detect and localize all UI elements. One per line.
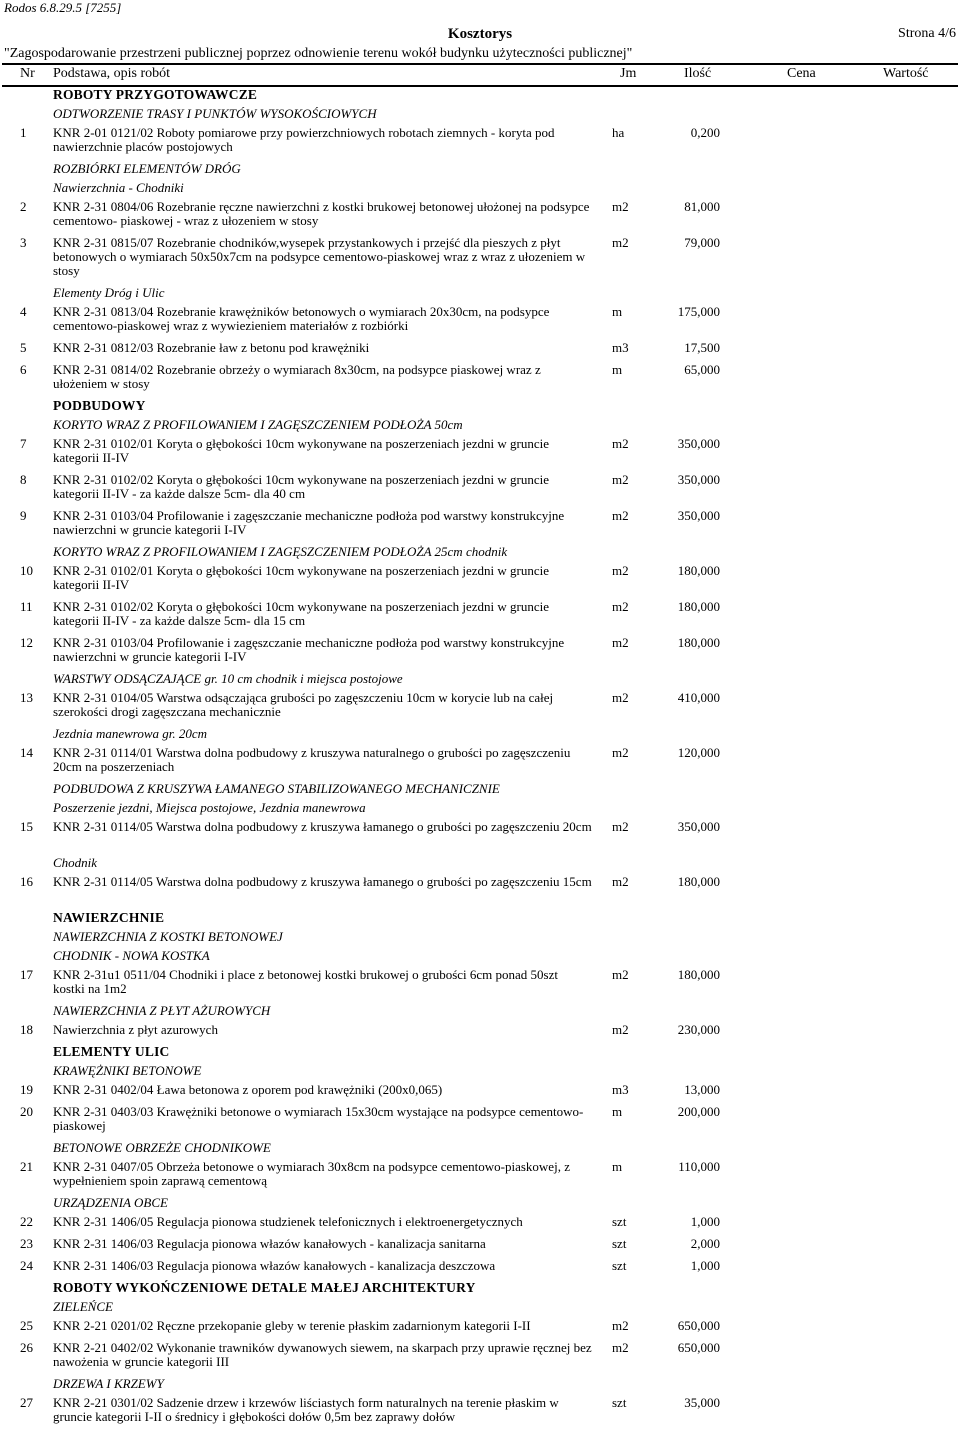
row-quantity: 17,500 xyxy=(684,340,720,355)
subsection-heading xyxy=(0,545,960,564)
row-description: KNR 2-31 0114/01 Warstwa dolna podbudowy z kruszywa naturalnego o grubości po zagęszczeniu 20cm na poszerzeniach xyxy=(53,745,571,774)
table-row xyxy=(0,1215,960,1237)
row-description: KNR 2-31 1406/03 Regulacja pionowa włazów kanałowych - kanalizacja deszczowa xyxy=(53,1258,496,1273)
row-quantity: 65,000 xyxy=(684,362,720,377)
row-number: 7 xyxy=(20,436,27,451)
row-quantity: 180,000 xyxy=(677,635,720,650)
row-number: 25 xyxy=(20,1318,33,1333)
row-quantity: 350,000 xyxy=(677,508,720,523)
table-row xyxy=(0,236,960,286)
row-number: 4 xyxy=(20,304,27,319)
row-number: 10 xyxy=(20,563,33,578)
row-number: 17 xyxy=(20,967,33,982)
row-quantity: 1,000 xyxy=(690,1258,720,1273)
subsection-title: KORYTO WRAZ Z PROFILOWANIEM I ZAGĘSZCZENIEM PODŁOŻA 25cm chodnik xyxy=(53,544,508,559)
row-number: 14 xyxy=(20,745,33,760)
section-heading xyxy=(0,911,960,930)
row-number: 11 xyxy=(20,599,33,614)
row-description: Nawierzchnia z płyt azurowych xyxy=(53,1022,218,1037)
subsection-heading xyxy=(0,782,960,801)
row-quantity: 180,000 xyxy=(677,967,720,982)
subsection-title: ZIELEŃCE xyxy=(53,1299,113,1314)
section-heading xyxy=(0,1281,960,1300)
row-unit: m2 xyxy=(612,1022,629,1037)
col-desc: Podstawa, opis robót xyxy=(53,66,171,81)
row-number: 12 xyxy=(20,635,33,650)
subsection-title: Jezdnia manewrowa gr. 20cm xyxy=(53,726,208,741)
row-quantity: 110,000 xyxy=(678,1159,720,1174)
row-description: KNR 2-31 0402/04 Ława betonowa z oporem pod krawężniki (200x0,065) xyxy=(53,1082,443,1097)
row-quantity: 81,000 xyxy=(684,199,720,214)
row-number: 23 xyxy=(20,1236,33,1251)
subsection-title: Elementy Dróg i Ulic xyxy=(53,285,165,300)
table-row xyxy=(0,1237,960,1259)
row-description: KNR 2-31 0407/05 Obrzeża betonowe o wymiarach 30x8cm na podsypce cementowo-piaskowej, z wypełnieniem spoin zaprawą cementową xyxy=(53,1159,570,1188)
row-quantity: 350,000 xyxy=(677,819,720,834)
project-title: "Zagospodarowanie przestrzeni publicznej poprzez odnowienie terenu wokół budynku użyteczności publicznej" xyxy=(4,46,633,61)
row-unit: m3 xyxy=(612,1082,629,1097)
row-quantity: 650,000 xyxy=(677,1318,720,1333)
row-unit: m xyxy=(612,362,623,377)
row-description: KNR 2-31 1406/03 Regulacja pionowa włazów kanałowych - kanalizacja sanitarna xyxy=(53,1236,486,1251)
row-quantity: 350,000 xyxy=(677,472,720,487)
table-row xyxy=(0,1160,960,1196)
row-unit: szt xyxy=(612,1258,627,1273)
row-number: 9 xyxy=(20,508,27,523)
row-description: KNR 2-31 0114/05 Warstwa dolna podbudowy z kruszywa łamanego o grubości po zagęszczeniu 20cm xyxy=(53,819,592,834)
subsection-heading xyxy=(0,162,960,181)
row-number: 5 xyxy=(20,340,27,355)
row-quantity: 180,000 xyxy=(677,874,720,889)
subsection-heading xyxy=(0,181,960,200)
table-row xyxy=(0,636,960,672)
row-description: KNR 2-21 0201/02 Ręczne przekopanie gleby w terenie płaskim zadarnionym kategorii I-II xyxy=(53,1318,531,1333)
subsection-heading xyxy=(0,727,960,746)
row-quantity: 13,000 xyxy=(684,1082,720,1097)
row-unit: m2 xyxy=(612,563,629,578)
subsection-title: CHODNIK - NOWA KOSTKA xyxy=(53,948,210,963)
table-row xyxy=(0,1083,960,1105)
row-quantity: 35,000 xyxy=(684,1395,720,1410)
col-ilosc: Ilość xyxy=(684,66,712,81)
row-description: KNR 2-31u1 0511/04 Chodniki i place z betonowej kostki brukowej o grubości 6cm ponad 50szt kostki na 1m2 xyxy=(53,967,559,996)
row-number: 3 xyxy=(20,235,27,250)
row-description: KNR 2-31 0815/07 Rozebranie chodników,wysepek przystankowych i przejść dla pieszych z płyt betonowych o wymiarach 50x50x7cm na podsypce cementowo-piaskowej wraz z wraz z ułozeniem w stosy xyxy=(53,235,586,278)
row-description: KNR 2-31 0114/05 Warstwa dolna podbudowy z kruszywa łamanego o grubości po zagęszczeniu 15cm xyxy=(53,874,592,889)
row-unit: m xyxy=(612,304,623,319)
row-unit: szt xyxy=(612,1395,627,1410)
row-description: KNR 2-31 0103/04 Profilowanie i zagęszczanie mechaniczne podłoża pod warstwy konstrukcyjne nawierzchni w gruncie kategorii I-IV xyxy=(53,508,565,537)
subsection-heading xyxy=(0,930,960,949)
app-version: Rodos 6.8.29.5 [7255] xyxy=(4,0,122,15)
table-row xyxy=(0,341,960,363)
table-row xyxy=(0,200,960,236)
subsection-heading xyxy=(0,1377,960,1396)
table-row xyxy=(0,305,960,341)
section-heading xyxy=(0,88,960,107)
subsection-title: Chodnik xyxy=(53,855,98,870)
row-quantity: 120,000 xyxy=(677,745,720,760)
table-row xyxy=(0,691,960,727)
row-unit: ha xyxy=(612,125,625,140)
subsection-heading xyxy=(0,1141,960,1160)
row-quantity: 230,000 xyxy=(677,1022,720,1037)
row-unit: m3 xyxy=(612,340,629,355)
row-unit: m2 xyxy=(612,967,629,982)
row-quantity: 79,000 xyxy=(684,235,720,250)
row-unit: szt xyxy=(612,1236,627,1251)
table-row xyxy=(0,363,960,399)
row-number: 16 xyxy=(20,874,33,889)
row-number: 18 xyxy=(20,1022,33,1037)
row-quantity: 410,000 xyxy=(677,690,720,705)
subsection-title: DRZEWA I KRZEWY xyxy=(53,1376,164,1391)
subsection-heading xyxy=(0,1196,960,1215)
table-row xyxy=(0,473,960,509)
subsection-title: KORYTO WRAZ Z PROFILOWANIEM I ZAGĘSZCZENIEM PODŁOŻA 50cm xyxy=(53,417,463,432)
table-row xyxy=(0,1396,960,1432)
row-quantity: 2,000 xyxy=(690,1236,720,1251)
table-row xyxy=(0,875,960,911)
table-row xyxy=(0,1105,960,1141)
subsection-heading xyxy=(0,1064,960,1083)
row-description: KNR 2-31 0804/06 Rozebranie ręczne nawierzchni z kostki brukowej betonowej ułożonej na podsypce cementowo- piaskowej - wraz z ułozeniem w stosy xyxy=(53,199,590,228)
subsection-title: Poszerzenie jezdni, Miejsca postojowe, Jezdnia manewrowa xyxy=(53,800,366,815)
section-title: ELEMENTY ULIC xyxy=(53,1044,170,1059)
subsection-title: WARSTWY ODSĄCZAJĄCE gr. 10 cm chodnik i miejsca postojowe xyxy=(53,671,403,686)
row-description: KNR 2-31 0814/02 Rozebranie obrzeży o wymiarach 8x30cm, na podsypce piaskowej wraz z ułożeniem w stosy xyxy=(53,362,541,391)
row-number: 21 xyxy=(20,1159,33,1174)
subsection-title: ODTWORZENIE TRASY I PUNKTÓW WYSOKOŚCIOWYCH xyxy=(53,106,377,121)
subsection-heading xyxy=(0,1300,960,1319)
row-unit: m2 xyxy=(612,235,629,250)
subsection-title: NAWIERZCHNIA Z PŁYT AŻUROWYCH xyxy=(53,1003,271,1018)
row-quantity: 1,000 xyxy=(690,1214,720,1229)
column-header xyxy=(0,66,960,84)
col-wartosc: Wartość xyxy=(883,66,929,81)
subsection-title: BETONOWE OBRZEŻE CHODNIKOWE xyxy=(53,1140,271,1155)
row-unit: m2 xyxy=(612,472,629,487)
row-description: KNR 2-01 0121/02 Roboty pomiarowe przy powierzchniowych robotach ziemnych - koryta pod nawierzchnie placów postojowych xyxy=(53,125,555,154)
row-number: 8 xyxy=(20,472,27,487)
table-row xyxy=(0,437,960,473)
row-quantity: 180,000 xyxy=(677,563,720,578)
row-number: 20 xyxy=(20,1104,33,1119)
row-number: 24 xyxy=(20,1258,33,1273)
row-unit: m xyxy=(612,1159,623,1174)
row-description: KNR 2-31 0102/02 Koryta o głębokości 10cm wykonywane na poszerzeniach jezdni w gruncie kategorii II-IV - za każde dalsze 5cm- dla 15 cm xyxy=(53,599,550,628)
row-number: 6 xyxy=(20,362,27,377)
cost-table xyxy=(0,88,960,1432)
row-description: KNR 2-21 0402/02 Wykonanie trawników dywanowych siewem, na skarpach przy uprawie ręcznej bez nawożenia w gruncie kategorii III xyxy=(53,1340,592,1369)
table-row xyxy=(0,564,960,600)
subsection-heading xyxy=(0,856,960,875)
row-description: KNR 2-31 0812/03 Rozebranie ław z betonu pod krawężniki xyxy=(53,340,370,355)
table-row xyxy=(0,1319,960,1341)
row-unit: m2 xyxy=(612,436,629,451)
row-number: 26 xyxy=(20,1340,33,1355)
row-description: KNR 2-31 0103/04 Profilowanie i zagęszczanie mechaniczne podłoża pod warstwy konstrukcyjne nawierzchni w gruncie kategorii I-IV xyxy=(53,635,565,664)
row-quantity: 180,000 xyxy=(677,599,720,614)
row-description: KNR 2-31 0403/03 Krawężniki betonowe o wymiarach 15x30cm wystające na podsypce cementowo-piaskowej xyxy=(53,1104,584,1133)
section-title: ROBOTY PRZYGOTOWAWCZE xyxy=(53,87,258,102)
row-description: KNR 2-31 1406/05 Regulacja pionowa studzienek telefonicznych i elektroenergetycznych xyxy=(53,1214,523,1229)
row-number: 1 xyxy=(20,125,27,140)
col-cena: Cena xyxy=(787,66,816,81)
subsection-heading xyxy=(0,418,960,437)
table-row xyxy=(0,1259,960,1281)
subsection-title: ROZBIÓRKI ELEMENTÓW DRÓG xyxy=(53,161,241,176)
subsection-heading xyxy=(0,1004,960,1023)
table-row xyxy=(0,509,960,545)
row-number: 13 xyxy=(20,690,33,705)
row-quantity: 350,000 xyxy=(677,436,720,451)
subsection-title: KRAWĘŻNIKI BETONOWE xyxy=(53,1063,202,1078)
subsection-heading xyxy=(0,801,960,820)
col-jm: Jm xyxy=(620,66,637,81)
row-description: KNR 2-31 0813/04 Rozebranie krawężników betonowych o wymiarach 20x30cm, na podsypce cementowo-piaskowej wraz z wywiezieniem materiałów z rozbiórki xyxy=(53,304,550,333)
row-unit: m2 xyxy=(612,1340,629,1355)
table-row xyxy=(0,126,960,162)
row-unit: m2 xyxy=(612,690,629,705)
header-top-rule xyxy=(2,63,958,65)
row-unit: szt xyxy=(612,1214,627,1229)
row-description: KNR 2-31 0102/01 Koryta o głębokości 10cm wykonywane na poszerzeniach jezdni w gruncie kategorii II-IV xyxy=(53,436,550,465)
subsection-heading xyxy=(0,949,960,968)
subsection-title: PODBUDOWA Z KRUSZYWA ŁAMANEGO STABILIZOWANEGO MECHANICZNIE xyxy=(53,781,500,796)
row-number: 2 xyxy=(20,199,27,214)
row-description: KNR 2-21 0301/02 Sadzenie drzew i krzewów liściastych form naturalnych na terenie płaskim w gruncie kategorii I-II o średnicy i głębokości dołów 0,5m bez zaprawy dołów xyxy=(53,1395,559,1424)
row-number: 15 xyxy=(20,819,33,834)
subsection-title: NAWIERZCHNIA Z KOSTKI BETONOWEJ xyxy=(53,929,283,944)
row-unit: m2 xyxy=(612,1318,629,1333)
section-title: NAWIERZCHNIE xyxy=(53,910,165,925)
row-number: 19 xyxy=(20,1082,33,1097)
section-heading xyxy=(0,399,960,418)
table-row xyxy=(0,1023,960,1045)
row-description: KNR 2-31 0102/01 Koryta o głębokości 10cm wykonywane na poszerzeniach jezdni w gruncie kategorii II-IV xyxy=(53,563,550,592)
row-number: 27 xyxy=(20,1395,33,1410)
section-title: PODBUDOWY xyxy=(53,398,146,413)
section-title: ROBOTY WYKOŃCZENIOWE DETALE MAŁEJ ARCHITEKTURY xyxy=(53,1280,476,1295)
document-title: Kosztorys xyxy=(447,26,513,42)
row-quantity: 650,000 xyxy=(677,1340,720,1355)
subsection-heading xyxy=(0,286,960,305)
subsection-heading xyxy=(0,672,960,691)
table-row xyxy=(0,600,960,636)
table-row xyxy=(0,746,960,782)
page-number: Strona 4/6 xyxy=(898,26,956,41)
row-unit: m2 xyxy=(612,508,629,523)
subsection-heading xyxy=(0,107,960,126)
row-description: KNR 2-31 0102/02 Koryta o głębokości 10cm wykonywane na poszerzeniach jezdni w gruncie kategorii II-IV - za każde dalsze 5cm- dla 40 cm xyxy=(53,472,550,501)
row-quantity: 0,200 xyxy=(690,125,720,140)
row-unit: m2 xyxy=(612,635,629,650)
row-unit: m2 xyxy=(612,874,629,889)
table-row xyxy=(0,820,960,856)
row-quantity: 175,000 xyxy=(677,304,720,319)
row-unit: m2 xyxy=(612,819,629,834)
row-number: 22 xyxy=(20,1214,33,1229)
row-unit: m2 xyxy=(612,199,629,214)
row-unit: m xyxy=(612,1104,623,1119)
subsection-title: URZĄDZENIA OBCE xyxy=(53,1195,168,1210)
subsection-title: Nawierzchnia - Chodniki xyxy=(53,180,184,195)
row-quantity: 200,000 xyxy=(677,1104,720,1119)
table-row xyxy=(0,968,960,1004)
row-unit: m2 xyxy=(612,745,629,760)
row-description: KNR 2-31 0104/05 Warstwa odsączająca grubości po zagęszczeniu 10cm w korycie lub na całej szerokości drogi zagęszczana mechanicznie xyxy=(53,690,554,719)
section-heading xyxy=(0,1045,960,1064)
table-row xyxy=(0,1341,960,1377)
col-nr: Nr xyxy=(20,66,35,81)
row-unit: m2 xyxy=(612,599,629,614)
